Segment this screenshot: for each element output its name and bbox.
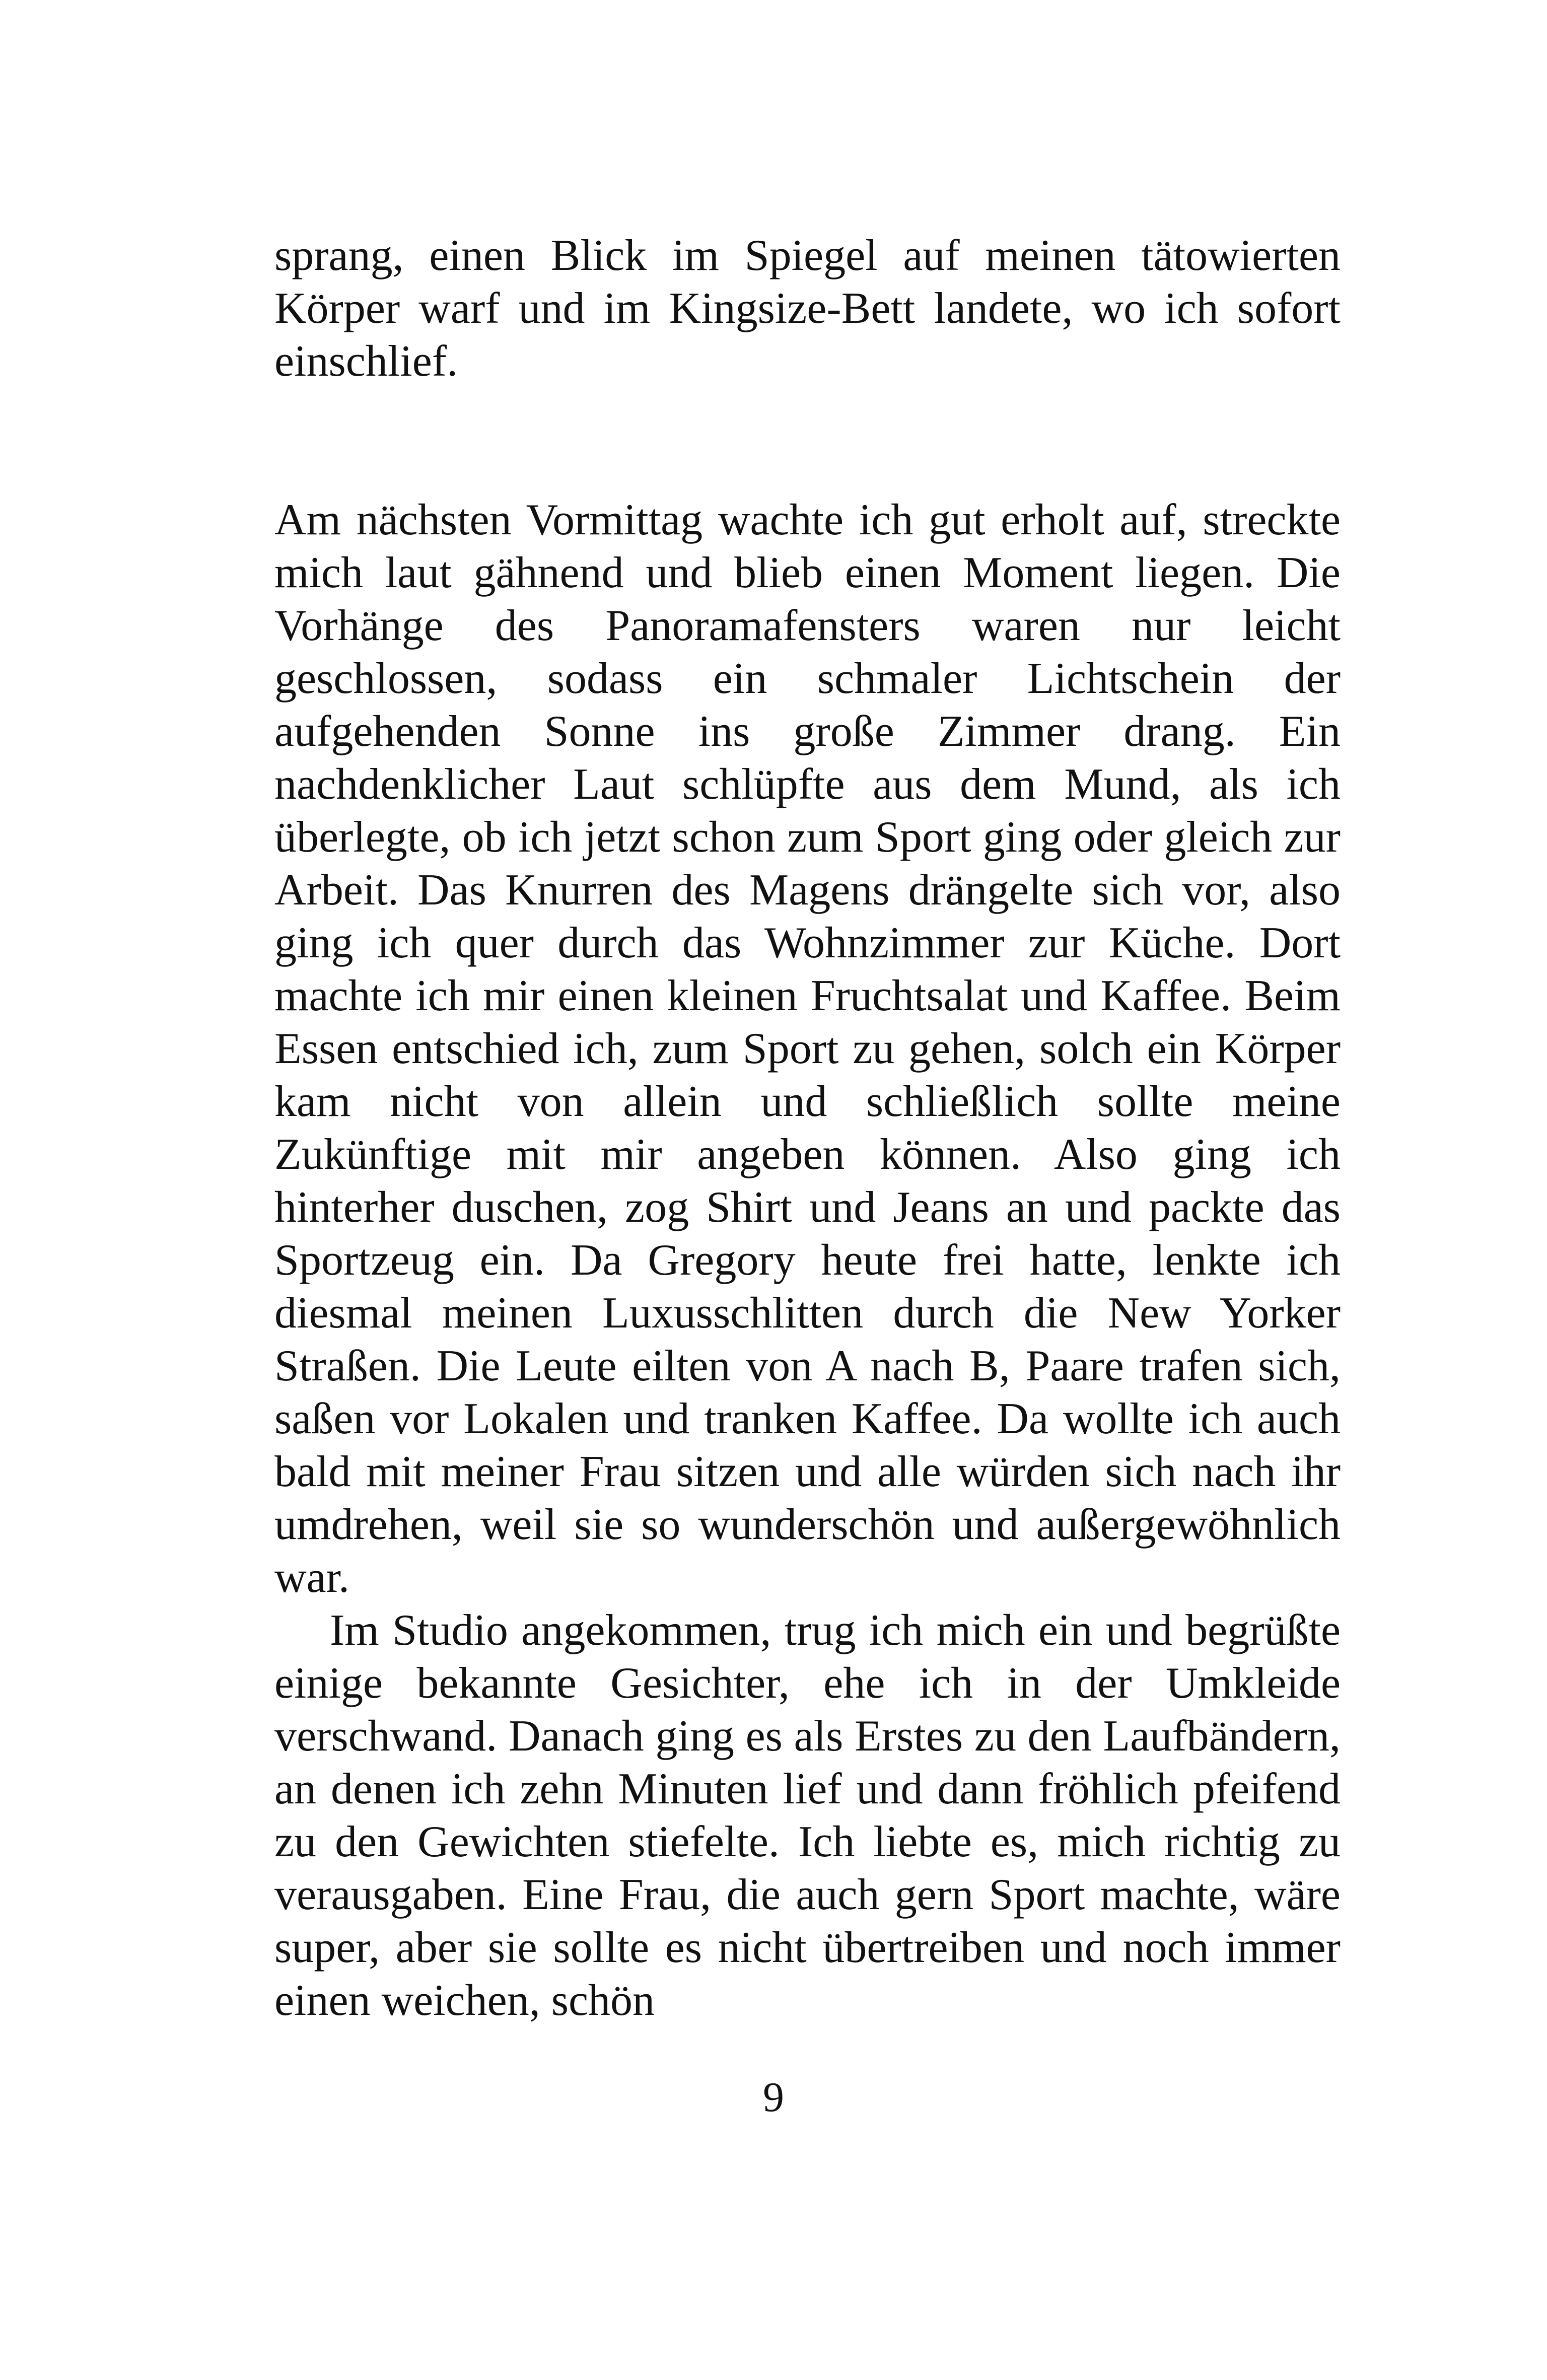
paragraph-studio: Im Studio angekommen, trug ich mich ein und begrüßte einige bekannte Gesichter, ehe ich in der Umkleide verschwand. Danach ging es als Erstes zu den Laufbändern, an denen ich zehn Minuten lief und dann fröhlich pfeifend zu den Gewichten stiefelte. Ich liebte es, mich richtig zu verausgaben. Eine Frau, die auch gern Sport machte, wäre super, aber sie sollte es nicht übertreiben und noch immer einen weichen, schön xyxy=(274,1606,1341,2025)
paragraph-continuation: sprang, einen Blick im Spiegel auf meinen tätowierten Körper warf und im Kingsize-Bett landete, wo ich sofort einschlief. xyxy=(274,231,1341,386)
paragraph-morning: Am nächsten Vormittag wachte ich gut erholt auf, streckte mich laut gähnend und blieb einen Moment liegen. Die Vorhänge des Panoramafensters waren nur leicht geschlossen, sodass ein schmaler Lichtschein der aufgehenden Sonne ins große Zimmer drang. Ein nachdenklicher Laut schlüpfte aus dem Mund, als ich überlegte, ob ich jetzt schon zum Sport ging oder gleich zur Arbeit. Das Knurren des Magens drängelte sich vor, also ging ich quer durch das Wohnzimmer zur Küche. Dort machte ich mir einen kleinen Fruchtsalat und Kaffee. Beim Essen entschied ich, zum Sport zu gehen, solch ein Körper kam nicht von allein und schließlich sollte meine Zukünftige mit mir angeben können. Also ging ich hinterher duschen, zog Shirt und Jeans an und packte das Sportzeug ein. Da Gregory heute frei hatte, lenkte ich diesmal meinen Luxusschlitten durch die New Yorker Straßen. Die Leute eilten von A nach B, Paare trafen sich, saßen vor Lokalen und tranken Kaffee. Da wollte ich auch bald mit meiner Frau sitzen und alle würden sich nach ihr umdrehen, weil sie so wunderschön und außergewöhnlich war. xyxy=(274,496,1341,1602)
page-number: 9 xyxy=(763,2074,784,2121)
